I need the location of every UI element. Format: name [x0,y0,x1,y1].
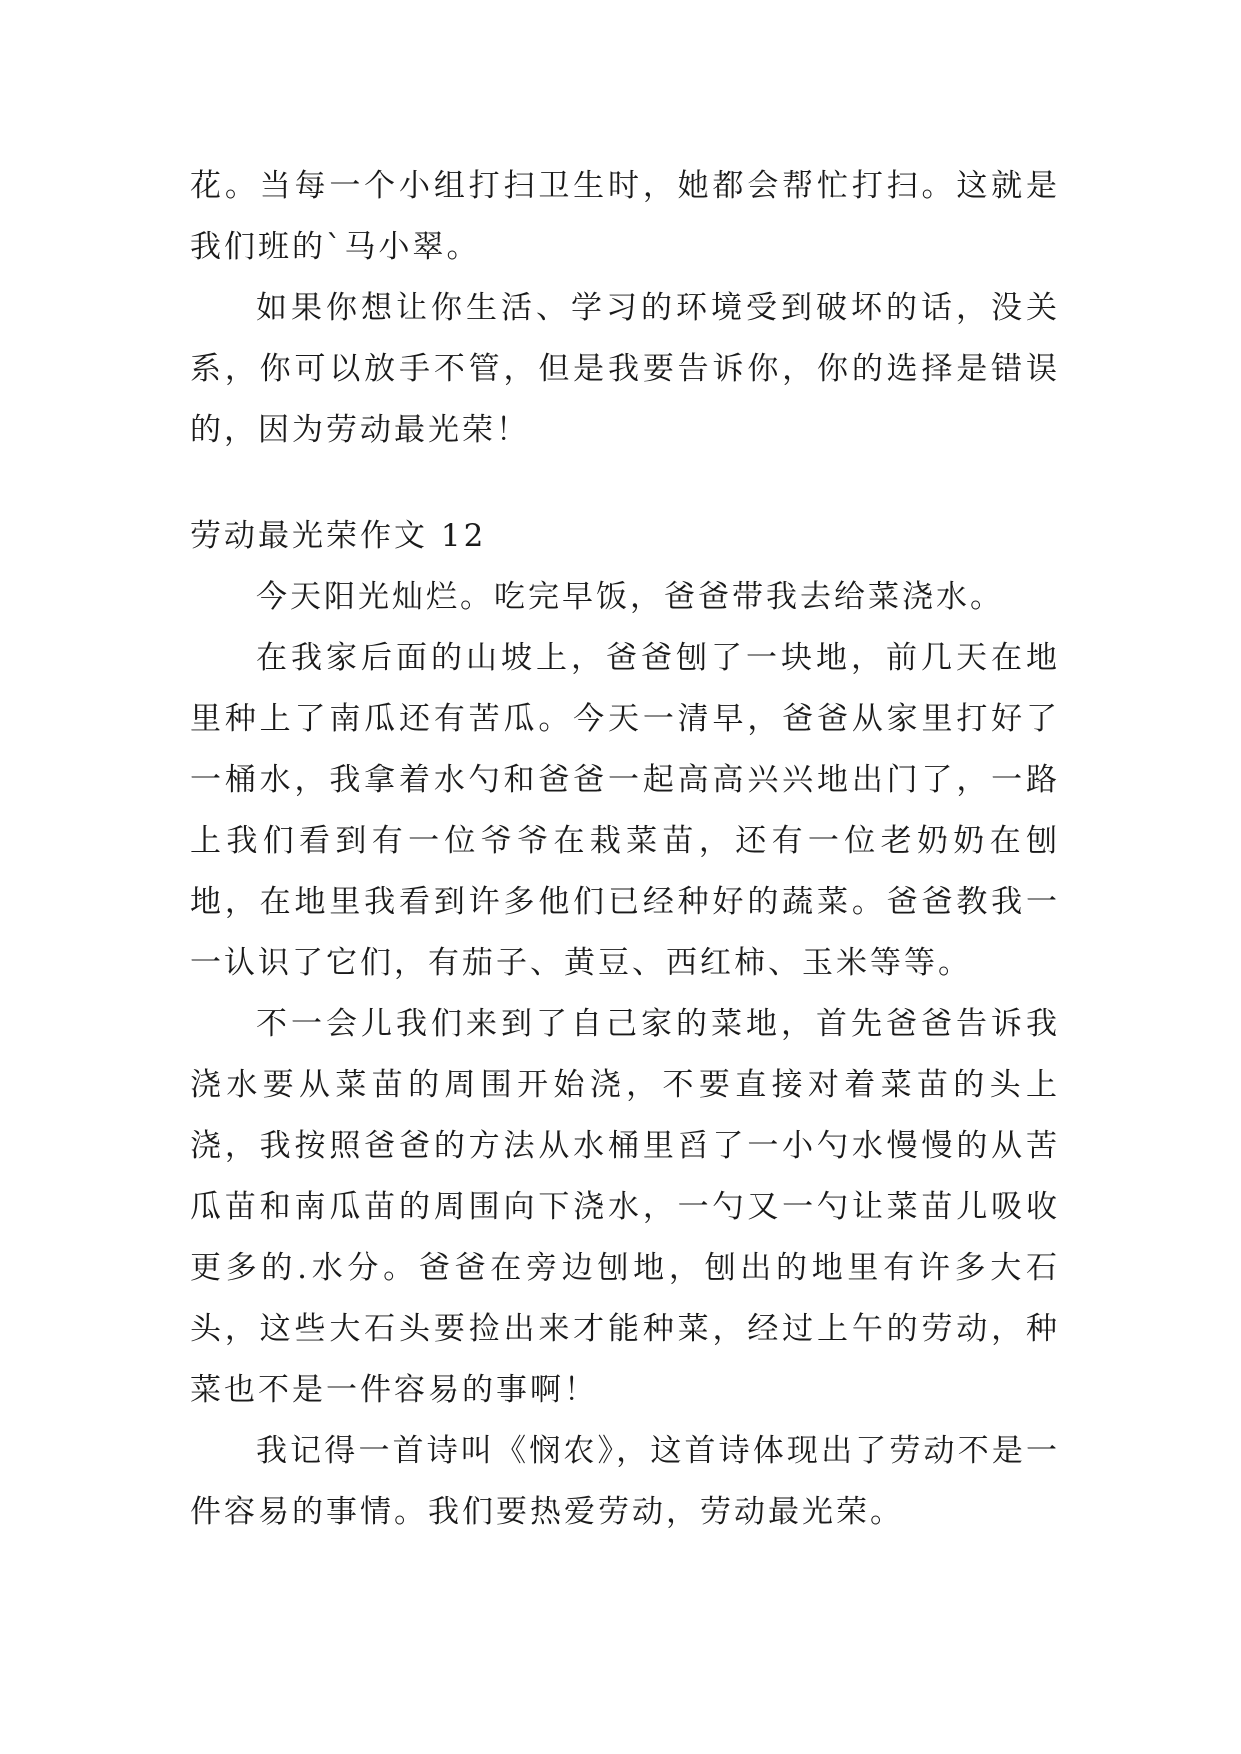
essay-12 [190,506,1060,1543]
previous-essay-ending [190,156,1060,461]
paragraph: 在我家后面的山坡上，爸爸刨了一块地，前几天在地里种上了南瓜还有苦瓜。今天一清早，爸爸从家里打好了一桶水，我拿着水勺和爸爸一起高高兴兴地出门了，一路上我们看到有一位爷爷在栽菜苗，还有一位老奶奶在刨地，在地里我看到许多他们已经种好的蔬菜。爸爸教我一一认识了它们，有茄子、黄豆、西红柿、玉米等等。 [190,640,1060,981]
paragraph: 不一会儿我们来到了自己家的菜地，首先爸爸告诉我浇水要从菜苗的周围开始浇，不要直接对着菜苗的头上浇，我按照爸爸的方法从水桶里舀了一小勺水慢慢的从苦瓜苗和南瓜苗的周围向下浇水，一勺又一勺让菜苗儿吸收更多的.水分。爸爸在旁边刨地，刨出的地里有许多大石头，这些大石头要捡出来才能种菜，经过上午的劳动，种菜也不是一件容易的事啊！ [190,1006,1060,1408]
paragraph: 花。当每一个小组打扫卫生时，她都会帮忙打扫。这就是我们班的`马小翠。 [190,168,1060,265]
paragraph: 如果你想让你生活、学习的环境受到破坏的话，没关系，你可以放手不管，但是我要告诉你，你的选择是错误的，因为劳动最光荣！ [190,290,1060,448]
paragraph: 今天阳光灿烂。吃完早饭，爸爸带我去给菜浇水。 [256,579,1004,615]
essay-title: 劳动最光荣作文 12 [190,518,487,554]
paragraph: 我记得一首诗叫《悯农》，这首诗体现出了劳动不是一件容易的事情。我们要热爱劳动，劳动最光荣。 [190,1433,1060,1530]
